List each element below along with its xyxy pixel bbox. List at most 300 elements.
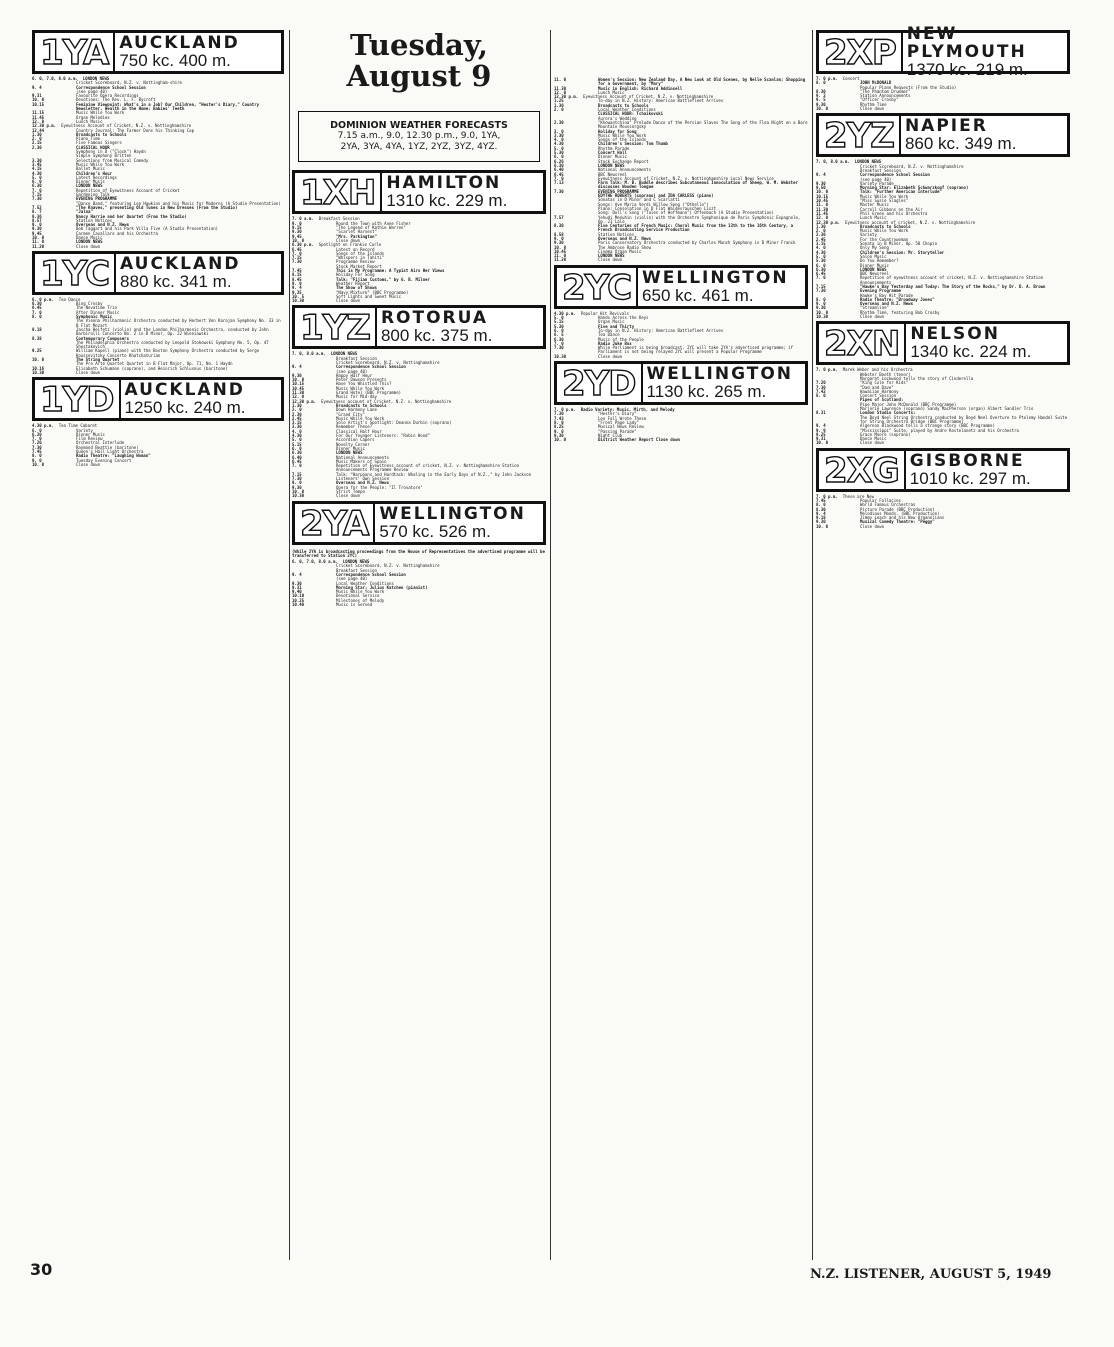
programme-title: Leo Fall Wrote These [598, 415, 647, 421]
programme-title: The String Quartet [76, 357, 120, 363]
programme-time: 10. 0 [816, 106, 829, 112]
programme-time: 5. 0 [554, 145, 564, 151]
programme-title: Solo Artist's Spotlight: Deanna Durbin (soprano) [336, 420, 452, 426]
station-block [816, 24, 1070, 112]
programme-title: Paris Conservatory Orchestra conducted by Charles Munch Symphony in D Minor Franck [598, 240, 796, 246]
programme-time: 10.10 [292, 593, 305, 599]
programme-time: 9. 0 [554, 235, 564, 241]
programme-title: Music While You Work [76, 110, 125, 116]
programme-title: (see page 40) [76, 88, 108, 94]
programme-time: 9.31 [816, 436, 826, 442]
programme-time: 11.30 [292, 390, 305, 396]
programme-time: 7.30 [292, 476, 302, 482]
programme-time: 1.30 [32, 131, 42, 137]
programme-time: 11.30 [816, 206, 829, 212]
programme-time: 1.30 [292, 402, 302, 408]
programme-time: 9. 4 [816, 172, 826, 178]
programme-title: Evening Programme [860, 288, 901, 294]
programme-time: 7.30 [292, 259, 302, 265]
programme-time: 7. 0 [32, 436, 42, 442]
programme-time: 9. 0 [292, 280, 302, 286]
programme-time: 1.30 [554, 102, 564, 108]
programme-title: Jascha Heifetz (violin) and the London Philharmonic Orchestra, conducted by John Barbirolli Concerto No. 2 in D Minor, Op. 22 Wieniawski [76, 326, 269, 337]
station-header [292, 501, 546, 545]
programme-title: Cinema Organ Music [598, 248, 642, 254]
programme-title: Overseas and N.Z. News [598, 235, 651, 241]
programme-title: "The Legend of Kathie Warren" [336, 225, 406, 231]
station-frequency: 570 kc. 526 m. [379, 521, 491, 541]
programme-time: 10. 0 [32, 357, 45, 363]
programme-time: 9.30 [32, 226, 42, 232]
programme-time: 8. 0 [32, 453, 42, 459]
programme-time: 10.30 [292, 493, 305, 499]
programme-title: "Mississippi" Suite, played by Andre Kostelanetz and his Orchestra [860, 427, 1019, 433]
programme-title: Overseas and N.Z. News [336, 480, 389, 486]
programme-time: 9. 0 [292, 220, 302, 226]
programme-entry [292, 494, 546, 498]
station-city: AUCKLAND [124, 380, 245, 401]
programme-title: London Studio Concerts: [860, 410, 916, 416]
programme-entry [554, 224, 808, 233]
programme-time: 7.30 [554, 345, 564, 351]
programme-title: Lunch Music [860, 215, 887, 221]
programme-entry [292, 299, 546, 303]
programme-time: 5.30 [554, 323, 564, 329]
programme-title: Raymond Beattie (baritone) [76, 444, 139, 450]
programme-title: Talk: "Further American Interlude" [860, 189, 942, 195]
programme-time: 3. 0 [554, 128, 564, 134]
programme-entry [554, 355, 808, 359]
programme-title: While Parliament is being broadcast, 2YC will take 2YA's advertised programme; if Parliament is not being relayed 2YC will present a Popular Programme [598, 345, 794, 355]
programme-title: EVENING PROGRAMME [76, 196, 117, 202]
programme-time: 9. 4 [32, 84, 42, 90]
programme-title: Eyewitness Account of Cricket, N.Z. v. Nottinghamshire [61, 123, 192, 129]
programme-title: CLASSICAL HOUR [76, 144, 110, 150]
programme-time: 8.30 [554, 223, 564, 229]
station-city: AUCKLAND [120, 253, 241, 274]
programme-time: 6.30 [816, 266, 826, 272]
programme-title: "Passing Parade" [598, 428, 637, 434]
programme-time: 10. 5 [292, 293, 305, 299]
programme-title: LONDON NEWS [342, 559, 370, 565]
station-header [816, 448, 1070, 492]
programme-time: 6. 0, 7.0, 8.0 a.m. [292, 559, 338, 565]
programme-time: 8.25 [554, 424, 564, 430]
station-info [116, 254, 281, 292]
programme-title: Talk: "Harpoons and Hardtack: Whaling in the Early Days of N.Z.," by John Jackson [336, 471, 532, 477]
programme-title: LONDON NEWS [336, 450, 363, 456]
programme-title: Piano: Consolation in D Flat Waldesrauschen Liszt [598, 205, 717, 211]
programme-time: 8. 0 [32, 314, 42, 320]
programme-time: 3.30 [32, 157, 42, 163]
programme-title: Peter Dawson Presents [336, 377, 387, 383]
programme-time: 7. 0 p.m. [816, 367, 838, 373]
programme-time: 4. 0 [292, 428, 302, 434]
programme-title: Film Review [76, 436, 103, 442]
programme-title: Accordion Capers [336, 437, 375, 443]
programme-time: 6. 0 [292, 445, 302, 451]
programme-time: 6. 0, 7.0, 8.0 a.m. [32, 76, 78, 81]
programme-time: 10.15 [292, 381, 305, 387]
programme-time: 12. 0 [32, 118, 45, 124]
programme-title: Latest on Record [336, 246, 375, 252]
programme-time: 11. 0 [554, 253, 567, 259]
programme-title: To-day in N.Z. History: American Battlefleet Arrives [598, 327, 724, 333]
programme-title: Variety Parade [860, 180, 894, 186]
programme-time: 8.38 [32, 335, 42, 341]
programme-title: Novelty Corner [336, 441, 370, 447]
programme-title: William Kapell (piano) with the Boston Symphony Orchestra conducted by Serge Koussevitzky Concerto Khatchaturian [76, 348, 260, 358]
programme-time: 10.30 [816, 314, 829, 320]
station-callsign: 2XG [819, 451, 906, 489]
programme-entry [816, 441, 1070, 445]
programme-time: 9.30 [292, 372, 302, 378]
programme-title: Broadcasts to Schools [336, 402, 387, 408]
programme-time: 10.45 [554, 248, 567, 254]
programme-title: Breakfast Session [860, 167, 901, 173]
programme-title: Opera for the People: "Il Trovatore" [336, 484, 423, 490]
programme-title: Pipe Major John McDonald (BBC Programme) [860, 401, 957, 407]
programme-title: LONDON NEWS [76, 239, 103, 245]
programme-title: Rhythm Parade [598, 145, 630, 151]
programme-title: Close down [860, 106, 885, 112]
programme-time: 10. 0 [32, 97, 45, 103]
programme-time: 10. 0 [554, 437, 567, 443]
programme-title: Piano Time [76, 136, 101, 142]
programme-time: 7.20 [32, 440, 42, 446]
programme-time: 8. 7 [32, 209, 42, 215]
programme-time: 8. 0 [816, 393, 826, 399]
programme-title: Cricket Scoreboard, N.Z. v. Nottinghamshire [336, 360, 440, 365]
programme-time: 9. 9 [816, 427, 826, 433]
programme-title: Five Famous Singers [76, 140, 122, 146]
programme-title: Songs: Ave Maria Verdi Willow Song ("Othello") [598, 201, 709, 207]
programme-title: Music While You Work [336, 385, 385, 391]
column-4 [816, 24, 1070, 1328]
programme-title: "Officer Crosby" [860, 97, 899, 103]
page-number: 30 [30, 1260, 53, 1279]
programme-title: Carroll Gibbons on the Air [860, 206, 923, 212]
programme-entry [292, 603, 546, 607]
programme-title: LONDON NEWS [82, 76, 110, 81]
programme-time: 10. 0 [292, 237, 305, 243]
programme-title: Bob Taggart and his Park Villa Five (A Studio Presentation) [76, 226, 219, 232]
programme-title: Radio Juke Box [598, 340, 632, 346]
station-info [643, 364, 806, 402]
column-3 [554, 78, 808, 1347]
programme-title: Salon Music [860, 253, 887, 259]
station-info [382, 173, 543, 211]
station-info [377, 308, 543, 346]
programme-title: LONDON NEWS [860, 266, 887, 272]
programme-title: Music While You Work [76, 161, 125, 167]
station-info [115, 33, 281, 71]
programme-time: 7. 0 a.m. [292, 216, 314, 222]
programme-time: 2.30 [32, 144, 42, 150]
programme-title: Broadcasts to Schools [860, 223, 911, 229]
programme-time: 7.15 [816, 283, 826, 289]
programme-time: 2.45 [816, 236, 826, 242]
station-frequency: 650 kc. 461 m. [642, 285, 754, 305]
programme-time: 5. 0 [554, 315, 564, 321]
station-callsign: 2XN [819, 324, 906, 362]
programme-title: The Pro Arte Quartet Quartet in B Flat Major, Op. 71, No. 1 Haydn [76, 361, 233, 367]
programme-time: 7.15 [292, 255, 302, 261]
programme-time: 2.15 [32, 140, 42, 146]
programme-title: Breakfast Session [336, 567, 377, 573]
programme-title: Classical Half Hour [336, 428, 382, 434]
programme-title: "Dad and Dave" [860, 384, 894, 390]
station-callsign: 2XP [819, 33, 903, 71]
station-header [292, 170, 546, 214]
programme-time: 12.44 [32, 127, 45, 133]
programme-entry [554, 346, 808, 355]
station-header [816, 321, 1070, 365]
programme-title: Selections from Musical Comedy [76, 157, 149, 163]
programme-time: 7.13 [554, 180, 564, 186]
programme-title: Close down [598, 353, 623, 359]
programme-entry [816, 315, 1070, 319]
programme-title: Music is Served [336, 602, 373, 608]
programme-title: Music While You Work [860, 228, 909, 234]
programme-time: 7.15 [292, 471, 302, 477]
programme-title: Close down [598, 257, 623, 263]
programme-title: Music in English: Richard Addinsell [598, 85, 683, 91]
programme-title: Holiday For Song [336, 272, 375, 278]
programme-time: 7. 0 [32, 309, 42, 315]
programme-time: 8.30 [816, 506, 826, 512]
station-frequency: 800 kc. 375 m. [380, 326, 493, 346]
programme-title: Correspondence School Session [336, 364, 406, 370]
programme-time: 10.16 [32, 365, 45, 371]
programme-title: Dinner Music [76, 179, 105, 185]
programme-title: Rhythm Time, featuring Bob Crosby [860, 309, 940, 315]
station-block [32, 251, 284, 375]
programme-title: Stock Market Report [336, 263, 382, 269]
programme-title: Five and Thirty [598, 323, 635, 329]
programme-time: 10. 0 [292, 377, 305, 383]
programme-time: 7. 0 [554, 340, 564, 346]
programme-title: Station Notices [598, 231, 635, 237]
programme-time: 9.40 [292, 589, 302, 595]
programme-time: 6.45 [292, 458, 302, 464]
programme-time: 10. 0 [292, 488, 305, 494]
station-block [816, 321, 1070, 445]
programme-time: 8.31 [816, 410, 826, 416]
programme-time: 8.36 [32, 213, 42, 219]
programme-time: 4.15 [32, 166, 42, 172]
programme-time: 11.20 [32, 243, 45, 249]
programme-title: Station Announcements [860, 93, 911, 99]
station-callsign: 1YA [35, 33, 115, 71]
programme-title: Music Makers of Spain [336, 458, 387, 464]
programme-title: Radio Theatre: "Broadway Jones" [860, 296, 935, 302]
programme-time: 6.45 [554, 171, 564, 177]
programme-title: The Vienna Philharmonic Orchestra conducted by Herbert Von Karajan Symphony No. 33 in B Flat Mozart [76, 318, 281, 328]
programme-title: Devotional Service [336, 593, 380, 599]
programme-time: 6. 0 [554, 154, 564, 160]
programme-title: Music While You Work [336, 589, 385, 595]
programme-title: The Show of Shows [336, 285, 377, 291]
programme-title: Simple Symphony Britten [76, 153, 132, 159]
programme-title: Hawke's Bay Hit Parade [860, 292, 913, 298]
programme-time: 12. 0 [292, 394, 305, 400]
station-city: ROTORUA [380, 308, 489, 329]
programme-time: 9. 0 [292, 480, 302, 486]
programme-title: Cricket Scoreboard, N.Z. v. Nottingham-shire [76, 80, 182, 86]
programme-time: 6.40 [292, 454, 302, 460]
programme-time: 6. 0 p.m. [32, 296, 54, 302]
programme-title: Sonatas in D Minor and C Scarlatti [598, 197, 680, 203]
programme-title: Bing Crosby [76, 301, 103, 307]
programme-entry [32, 328, 284, 337]
programme-title: Feminine Viewpoint: What's in a Job? Our Children, "Hester's Diary," Country Newsletter, Health in the Home: Babies' Teeth [76, 101, 260, 112]
station-block [554, 265, 808, 359]
programme-time: 3.45 [32, 161, 42, 167]
programme-time: 7. 0 [32, 187, 42, 193]
programme-title: To-day in N.Z. History: American Battlefleet Arrives [598, 98, 724, 104]
programme-time: 7.52 [32, 204, 42, 210]
programme-time: 6. 0 [32, 427, 42, 433]
programme-time: 7. 0 p.m. [816, 76, 838, 81]
programme-title: Programme Review [336, 259, 375, 265]
programme-title: Popular Hit Revivals [580, 310, 629, 316]
programme-time: 5.30 [816, 258, 826, 264]
station-info [121, 380, 282, 418]
programme-time: 12. 0 [554, 89, 567, 95]
programme-title: BBC Newsreel [598, 171, 627, 177]
programme-title: Pipes of Scotland: [860, 397, 904, 403]
programme-title: Radio Variety: Music, Mirth, and Melody [580, 407, 675, 413]
station-block [292, 170, 546, 303]
station-info [906, 324, 1067, 362]
programme-title: Repetition of Eyewitness account of cricket, N.Z. v. Nottinghamshire Station Announcements Programme Review [336, 463, 520, 473]
programme-time: 6.45 [816, 271, 826, 277]
programme-title: Remember These? [336, 424, 373, 430]
programme-title: "Navy Mixture" (BBC Programme) [336, 289, 409, 295]
station-city: WELLINGTON [379, 503, 526, 524]
programme-time: 9. 0 [554, 428, 564, 434]
programme-title: Weather Report [336, 280, 370, 286]
station-frequency: 1370 kc. 219 m. [906, 60, 1028, 79]
programme-title: Strict Tempo [336, 488, 365, 494]
programme-time: 2. 0 [554, 107, 564, 113]
programme-title: Margaret Lockwood tells the story of Cinderella [860, 375, 974, 381]
programme-time: 10. 0 [816, 309, 829, 315]
programme-title: (see page 40) [336, 576, 368, 582]
programme-title: Children's Session: Tom Thumb [598, 141, 668, 147]
programme-time: 7.57 [554, 214, 564, 220]
programme-title: Music for Mid-day [336, 394, 377, 400]
programme-title: Spotlight on Frankie Carle [318, 242, 382, 248]
programme-time: 2. 0 [816, 228, 826, 234]
programme-time: 7. 0 [554, 175, 564, 181]
programme-title: Latest Recordings [76, 174, 117, 180]
programme-title: Farm Talk: M. B. Buddle describes Subcutaneous Innoculation of Sheep, W. M. Webster discusses Wooden Tongue [598, 180, 798, 190]
programme-time: 10.15 [32, 101, 45, 107]
programme-title: Five Centuries of French Music: Choral Music from the 13th to the 16th Century, a French Broadcasting Service Production [598, 223, 794, 233]
programme-time: 4.30 [32, 170, 42, 176]
programme-title: Children's Session: Mr. Storyteller [860, 249, 945, 255]
programme-title: "Whispers in Tahiti" [336, 255, 385, 261]
programme-time: 9.31 [32, 93, 42, 99]
programme-entry [32, 463, 284, 467]
programme-time: 12.30 p.m. [32, 123, 57, 129]
programme-time: 4. 0 [554, 137, 564, 143]
station-info [638, 268, 805, 306]
programme-title: Hawaiian Harmony [860, 388, 899, 394]
programme-title: Close down [76, 369, 101, 375]
programme-time: 9. 4 [816, 510, 826, 516]
station-block [554, 361, 808, 442]
programme-title: "The Phantom Drummer" [860, 88, 911, 94]
programme-time: 8.15 [292, 272, 302, 278]
programme-time: 9.45 [32, 230, 42, 236]
station-block [554, 78, 808, 263]
programme-time: 7. 0, 8.0 a.m. [816, 159, 850, 165]
programme-title: Concert Hall [598, 150, 627, 156]
programme-time: 5. 0 [32, 174, 42, 180]
programme-title: Country Journal: The Farmer Dons his Thinking Cap [76, 127, 195, 133]
programme-title: "Grand City" [336, 411, 365, 417]
programme-time: 8.18 [32, 326, 42, 332]
programme-title: Dance Music [76, 234, 103, 240]
station-city: GISBORNE [909, 450, 1025, 471]
programme-title: Aurora's Wedding [598, 115, 637, 121]
programme-time: 7.45 [816, 498, 826, 503]
programme-title: Tea Dance [598, 332, 620, 338]
programme-title: Musical News Review [598, 424, 644, 430]
programme-time: 9.15 [292, 225, 302, 231]
programme-time: 9. 0 [816, 301, 826, 307]
station-city: NEW PLYMOUTH [906, 24, 1027, 62]
programme-title: "Khowantchina" Prelude Dance of the Persian Slaves The Song of the Flea Night on a Bare Mountain Moussorgsky [598, 119, 808, 130]
station-callsign: 2YD [557, 364, 643, 402]
programme-time: 7.30 [816, 384, 826, 390]
station-city: WELLINGTON [646, 364, 794, 385]
programme-time: 7. 0 p.m. [554, 407, 576, 413]
programme-title: The Philadelphia Orchestra conducted by Leopold Stokowski Symphony No. 5, Op. 47 Shostakovich [76, 339, 269, 350]
programme-title: Grand Hotel (BBC Programme) [336, 390, 402, 396]
programme-time: 11.15 [32, 110, 45, 116]
station-info [375, 504, 543, 542]
programme-title: Close down [860, 523, 885, 529]
programme-time: 2. 0 [32, 136, 42, 142]
station-block [32, 30, 284, 249]
programme-title: Queen's Hall Light Orchestra [76, 449, 144, 454]
programme-time: 9. 4 [816, 423, 826, 429]
programme-title: Marek Weber and his Orchestra [842, 367, 913, 373]
programme-title: Close down [76, 243, 101, 249]
programme-time: 8. 0 [816, 80, 826, 86]
station-block [292, 305, 546, 498]
station-callsign: 1YZ [295, 308, 377, 346]
programme-time: 7. 0 [292, 463, 302, 469]
programme-title: "King Cole for Kids" [860, 380, 909, 386]
programme-title: Sonata in B Minor, Op. 58 Chopin [860, 241, 938, 247]
programme-title: Eyewitness account of Cricket, N.Z. v. Nottinghamshire [321, 398, 452, 404]
station-city: NELSON [910, 324, 1000, 345]
programme-title: "Streamline" [860, 305, 889, 311]
programme-title: Listeners' Own Session [336, 476, 389, 482]
programme-title: EVENING PROGRAMME [598, 188, 639, 194]
programme-title: Lunch Music [598, 89, 625, 95]
programme-time: 11.45 [816, 210, 829, 216]
programme-title: LONDON NEWS [76, 183, 103, 189]
programme-time: 9. 2 [816, 93, 826, 99]
programme-time: 6.30 [32, 183, 42, 189]
programme-entry [32, 103, 284, 112]
